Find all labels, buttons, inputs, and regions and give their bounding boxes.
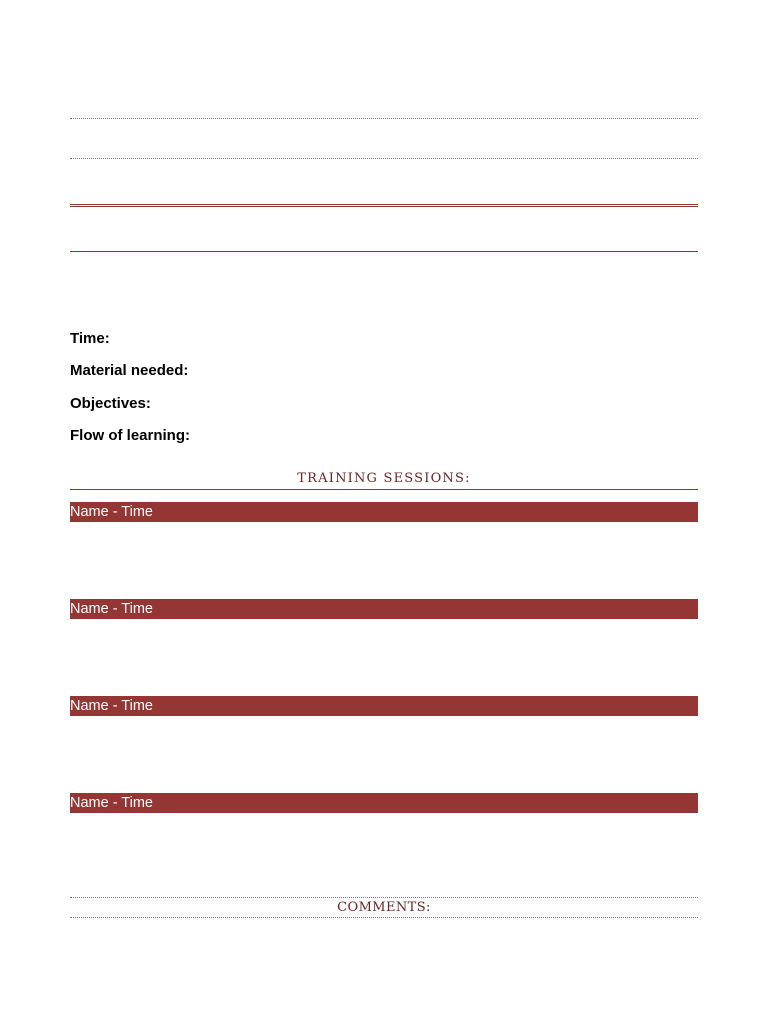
objectives-label: Objectives: bbox=[70, 395, 151, 412]
session-bar-label: Name - Time bbox=[70, 795, 153, 811]
header-dotted-rule-2 bbox=[70, 158, 698, 159]
header-solid-rule bbox=[70, 251, 698, 252]
comments-bottom-rule bbox=[70, 917, 698, 918]
training-sessions-rule bbox=[70, 489, 698, 490]
training-sessions-heading: TRAINING SESSIONS: bbox=[297, 471, 471, 486]
session-bar-label: Name - Time bbox=[70, 698, 153, 714]
session-bar-2 bbox=[70, 599, 698, 619]
comments-top-rule bbox=[70, 897, 698, 898]
comments-heading: COMMENTS: bbox=[337, 900, 431, 915]
session-bar-label: Name - Time bbox=[70, 601, 153, 617]
session-bar-3 bbox=[70, 696, 698, 716]
time-label: Time: bbox=[70, 330, 110, 347]
session-bar-4 bbox=[70, 793, 698, 813]
session-bar-label: Name - Time bbox=[70, 504, 153, 520]
session-bar-1 bbox=[70, 502, 698, 522]
header-double-rule bbox=[70, 204, 698, 207]
material-needed-label: Material needed: bbox=[70, 362, 189, 379]
flow-of-learning-label: Flow of learning: bbox=[70, 427, 190, 444]
header-dotted-rule-1 bbox=[70, 118, 698, 119]
